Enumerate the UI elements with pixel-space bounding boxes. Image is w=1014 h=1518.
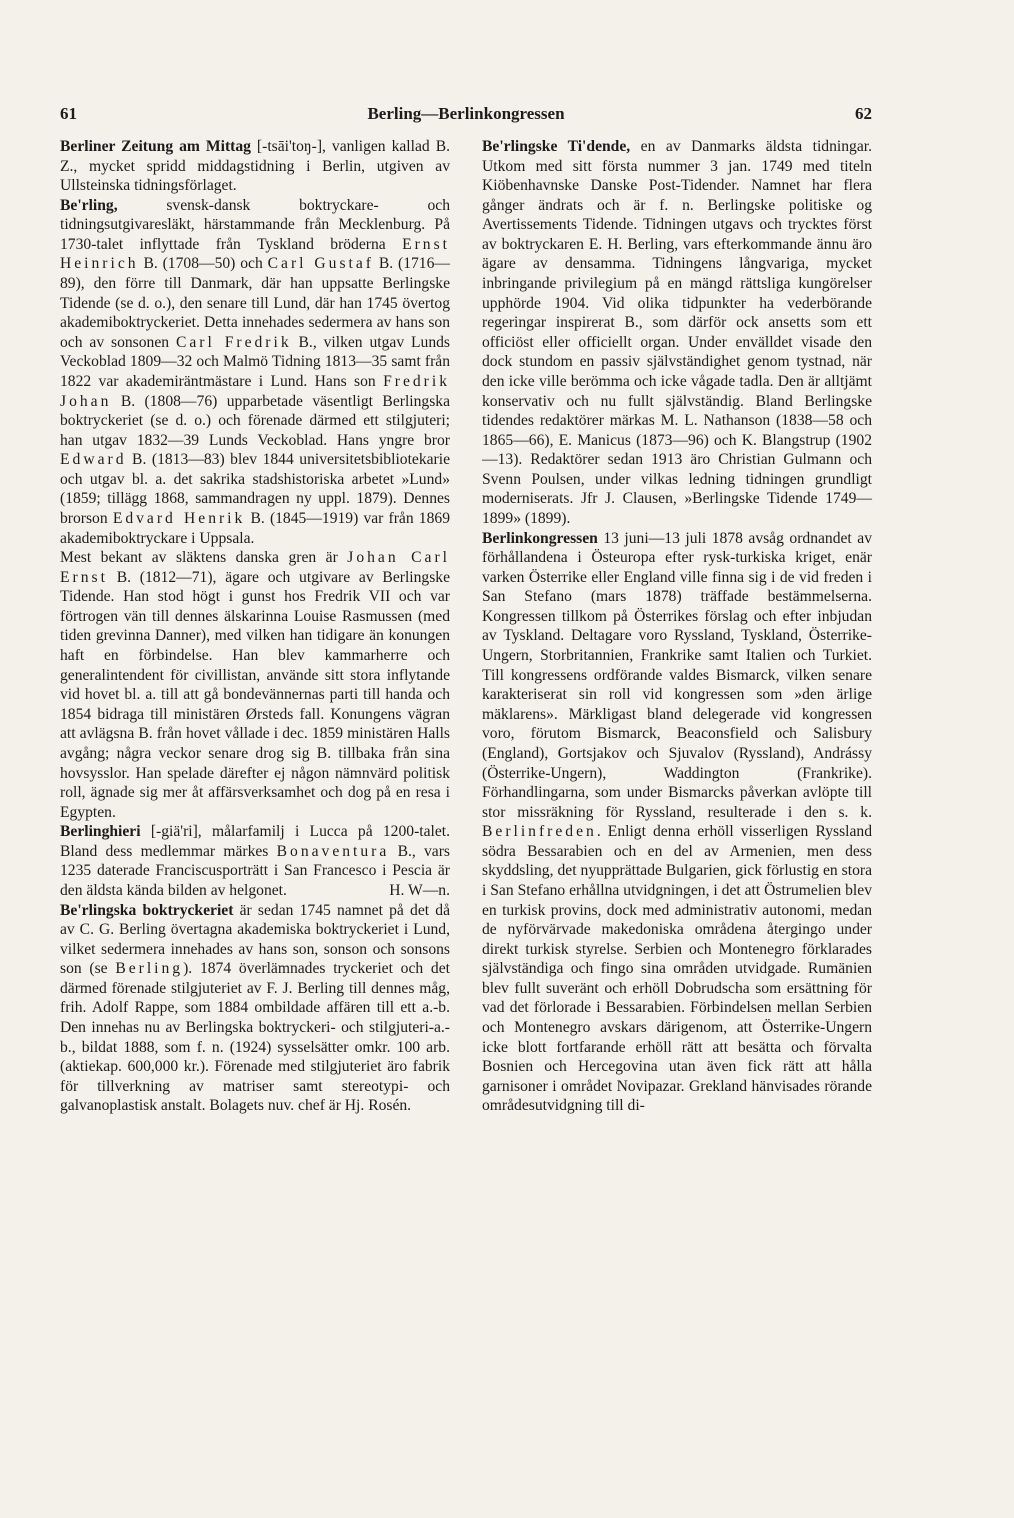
entry-text: [-giä'ri], målarfamilj i Lucca på 1200-talet. Bland dess medlemmar märkes (60, 823, 450, 860)
entry-text: Mest bekant av släktens danska gren är (60, 549, 348, 567)
person-name: Edward (60, 451, 127, 469)
entry-berliner-zeitung (60, 137, 450, 196)
person-name: Bonaventura (276, 842, 390, 860)
headword: Berlinghieri (60, 823, 141, 841)
person-name: Carl Gustaf (267, 255, 374, 273)
page-number-left: 61 (60, 104, 77, 123)
cross-reference: Berling (115, 960, 184, 978)
cross-reference: Berlinfreden (482, 823, 597, 841)
entry-text: B., vilken utgav Lunds Veckoblad 1809—32 och Malmö Tidning 1813—35 samt från 1822 var akademiräntmästare i Lund. Hans son (60, 333, 450, 390)
headword: Berliner Zeitung am Mittag (60, 138, 251, 155)
entry-berlingske-tidende (482, 137, 872, 529)
headword: Be'rling, (60, 196, 118, 214)
person-name: Johan Carl Ernst (60, 549, 450, 586)
person-name: Edvard Henrik (112, 509, 246, 527)
entry-text: B. (1808—76) upparbetade väsentligt Berlingska boktryckeriet (se d. o.) och förenade därmed ett stilgjuteri; han utgav 1832—39 Lunds Veckoblad. Hans yngre bror (60, 392, 450, 449)
entry-text: B., vars 1235 daterade Franciscusporträtt i San Francesco i Pescia är den äldsta kända bilden av helgonet. (60, 842, 450, 899)
entry-berling (60, 196, 450, 548)
author-signature: H. W—n. (389, 881, 450, 899)
entry-berlingska-boktryckeriet (60, 901, 450, 1116)
left-column (60, 137, 450, 1116)
entry-text: ). 1874 överlämnades tryckeriet och det därmed förenade stilgjuteriet av F. J. Berling till dennes måg, frih. Adolf Rappe, som 1884 ombildade affären till ett a.-b. Den innehas nu av Berlingska boktryckeri- och stilgjuteri-a.-b., bildat 1888, som f. n. (1924) sysselsätter omkr. 100 arb. (aktiekap. 600,000 kr.). Förenade med stilgjuteriet äro fabrik för tillverkning av matriser samt stereotypi- och galvanoplastisk anstalt. Bolagets nuv. chef är Hj. Rosén. (60, 960, 450, 1115)
entry-text: B. (1813—83) blev 1844 universitetsbibliotekarie och utgav bl. a. det sakrika stadshistoriska arbetet »Lund» (1859; tillägg 1868, sammandragen ny uppl. 1879). Dennes brorson (60, 451, 450, 527)
entry-text: . Enligt denna erhöll visserligen Ryssland södra Bessarabien och en del av Armenien, men dess skyddsling, det nyupprättade Bulgarien, gick förlustig en stora i San Stefano erhållna utvidgningen, i det att Östrumelien blev en turkisk provins, dock med administrativ autonomi, medan de nyförvärvade makedoniska områdena återgingo under direkt turkisk styrelse. Serbien och Montenegro förklarades självständiga och fingo sina områden utvidgade. Rumänien blev fullt suveränt och erhöll Dobrudscha som ersättning för vad det förlorade i Bessarabien. Förbindelsen mellan Serbien och Montenegro avskars därigenom, att Österrike-Ungern icke blott fortfarande erhöll rätt att besätta och förvalta Bosnien och Hercegovina utan även fick rätt att hålla garnisoner i området Novipazar. Grekland hänvisades rörande områdesutvidgning till di- (482, 823, 872, 1115)
entry-berlinghieri (60, 822, 450, 900)
headword: Be'rlingska boktryckeriet (60, 901, 234, 919)
entry-berlinkongressen (482, 529, 872, 1116)
header-title: Berling—Berlinkongressen (367, 104, 565, 123)
person-name: Fredrik Johan (60, 372, 450, 410)
person-name: Ernst Heinrich (60, 235, 450, 273)
headword: Be'rlingske Ti'dende, (482, 138, 631, 155)
running-header (60, 104, 872, 128)
entry-text: B. (1812—71), ägare och utgivare av Berlingske Tidende. Han stod högt i gunst hos Fredrik VII och var förtrogen vän till dennes älskarinna Louise Rasmussen (med tiden grevinna Danner), med vilken han tidigare än konungen haft en förbindelse. Han blev kammarherre och generalintendent för civillistan, använde sitt stora inflytande vid hovet bl. a. till att gå bondevännernas parti till handa och 1854 bidraga till ministären Ørsteds fall. Konungens vägran att avlägsna B. från hovet vållade i dec. 1859 ministären Halls avgång; några veckor senare drog sig B. tillbaka från sina hovsysslor. Han spelade därefter ej någon nämnvärd politisk roll, ägnade sig mer åt affärsverksamhet och dog på en resa i Egypten. (60, 568, 450, 821)
entry-text: svensk-dansk boktryckare- och tidningsutgivaresläkt, härstammande från Mecklenburg. På 1730-talet inflyttade från Tyskland bröderna (60, 196, 450, 253)
entry-text: 13 juni—13 juli 1878 avsåg ordnandet av förhållandena i Östeuropa efter rysk-turkiska kriget, enär varken Österrike eller England ville finna sig i de vid freden i San Stefano (mars 1878) träffade bestämmelserna. Kongressen tillkom på Österrikes förslag och efter inbjudan av Tyskland. Deltagare voro Ryssland, Tyskland, Österrike-Ungern, Storbritannien, Frankrike samt Italien och Turkiet. Till kongressens ordförande valdes Bismarck, vilken senare karakteriserat sin roll vid kongressen som »den ärlige mäklarens». Märkligast bland delegerade vid kongressen voro, förutom Bismarck, Beaconsfield och Salisbury (England), Gortsjakov och Sjuvalov (Ryssland), Andrássy (Österrike-Ungern), Waddington (Frankrike). Förhandlingarna, som under Bismarcks påverkan avlöpte till stor missräkning för Ryssland, resulterade i den s. k. (482, 529, 872, 821)
headword: Berlinkongressen (482, 529, 598, 547)
entry-text: en av Danmarks äldsta tidningar. Utkom med sitt första nummer 3 jan. 1749 med titeln Kiöbenhavnske Danske Post-Tidender. Namnet har flera gånger ändrats och är f. n. Berlingske politiske og Avertissements Tidende. Tidningen utgavs och trycktes först av boktryckaren E. H. Berling, vars efterkommande ännu äro ägare av densamma. Tidningens långvariga, mycket inbringande privilegium på en mängd rättsliga kungörelser upphörde 1904. Vid olika tidpunkter ha vederbörande regeringar inspirerat B., som därför ock ansetts som ett officiöst eller officiellt organ. Under envälldet visade den dock stundom en passiv självständighet genom tystnad, när den icke ville berömma och icke vågade tadla. Den är alltjämt konservativ och nu fullt självständig. Bland Berlingske tidendes redaktörer märkas M. L. Nathanson (1838—58 och 1865—66), E. Manicus (1873—96) och K. Blangstrup (1902—13). Redaktörer sedan 1913 äro Christian Gulmann och Svenn Poulsen, under vilkas ledning tidningen grundligt moderniserats. Jfr J. Clausen, »Berlingske Tidende 1749—1899» (1899). (482, 138, 872, 527)
entry-text: är sedan 1745 namnet på det då av C. G. Berling övertagna akademiska boktryckeriet i Lund, vilket sedermera innehades av hans son, sonson och sonsons son (se (60, 901, 450, 978)
person-name: Carl Fredrik (175, 333, 292, 351)
entry-text: B. (1716—89), den förre till Danmark, där han uppsatte Berlingske Tidende (se d. o.), den senare till Lund, där han 1745 övertog akademiboktryckeriet. Detta innehades sedermera av hans son och av sonsonen (60, 255, 450, 351)
entry-berling-danish-branch (60, 548, 450, 822)
entry-text: B. (1845—1919) var från 1869 akademiboktryckare i Uppsala. (60, 509, 450, 547)
entry-text: [-tsāi'toŋ-], vanligen kallad B. Z., mycket spridd middagstidning i Berlin, utgiven av Ullsteinska tidningsförlaget. (60, 138, 450, 195)
right-column (482, 137, 872, 1116)
page-number-right: 62 (855, 104, 872, 123)
entry-text: B. (1708—50) och (138, 255, 268, 273)
